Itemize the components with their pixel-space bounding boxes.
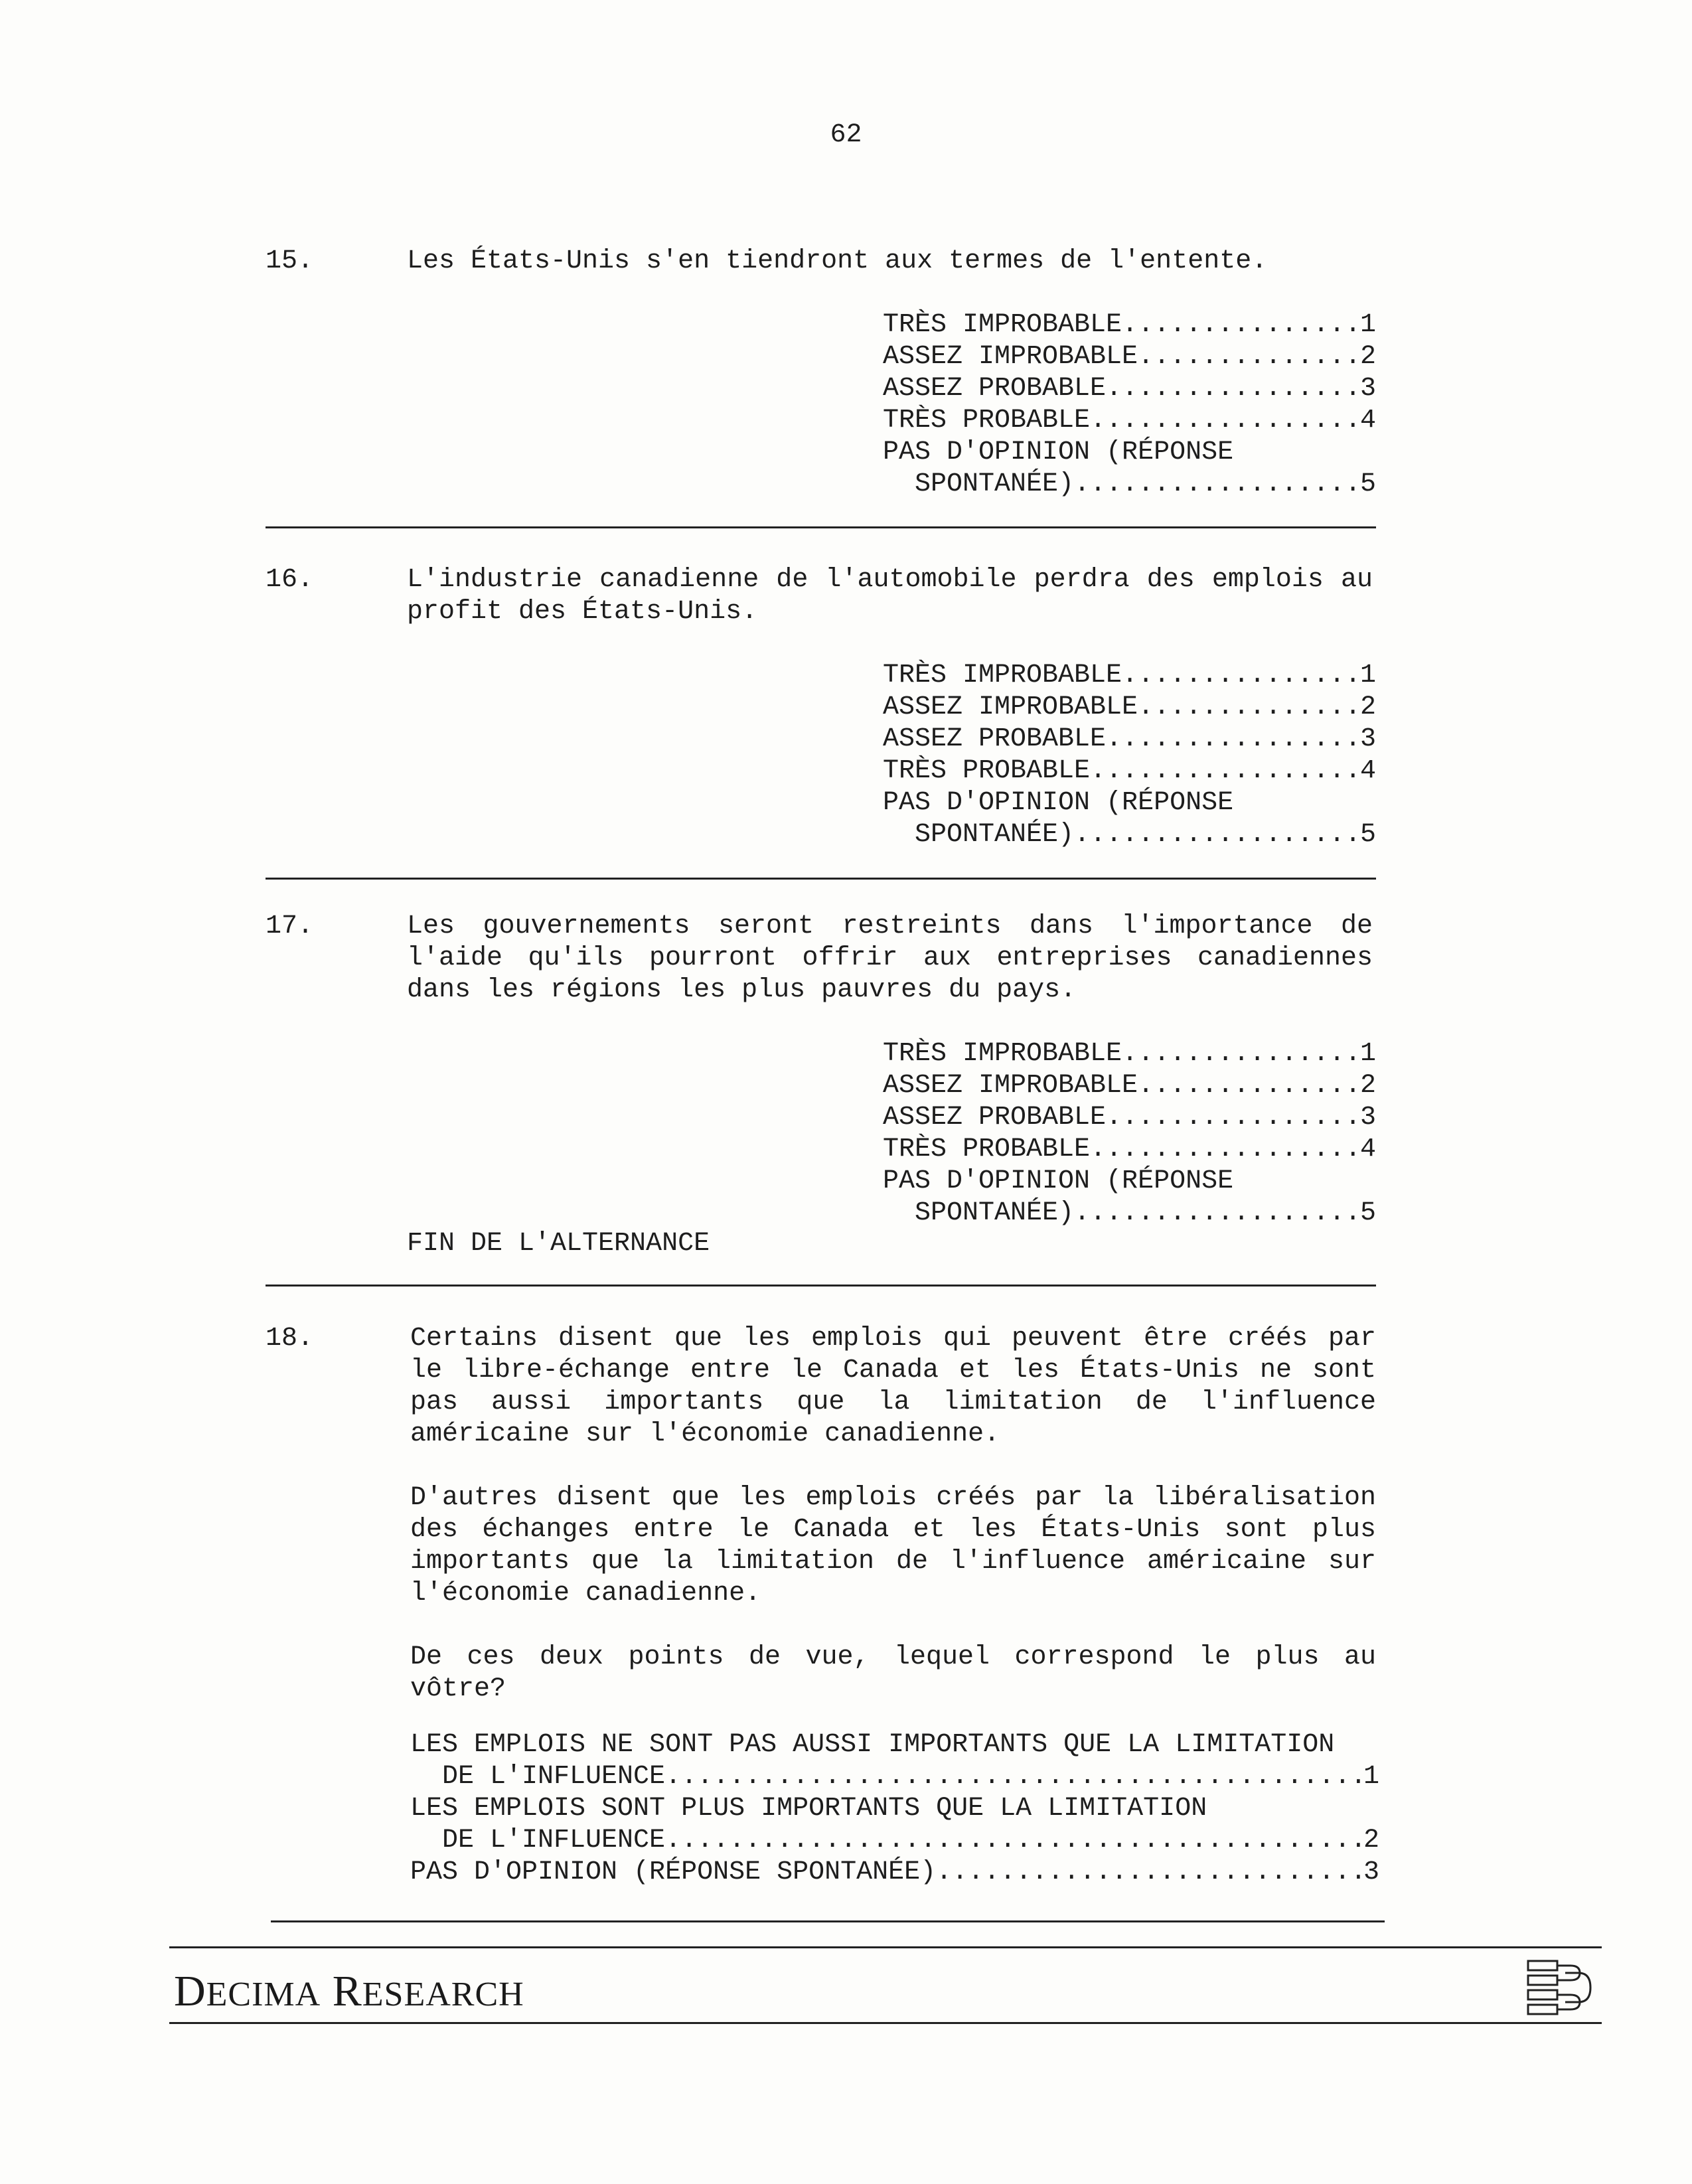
answer-option: TRÈS IMPROBABLE . . . 1 [883, 1038, 1376, 1070]
question-number: 15. [266, 246, 314, 276]
answer-option-label: PAS D'OPINION (RÉPONSE [883, 788, 1234, 818]
answer-option: SPONTANÉE) . . . 5 [883, 819, 1376, 851]
answer-option: ASSEZ IMPROBABLE . . . 2 [883, 692, 1376, 724]
section-note: FIN DE L'ALTERNANCE [407, 1229, 710, 1259]
brand-wordmark: DECIMA RESEARCH [174, 1967, 524, 2015]
answer-option: TRÈS PROBABLE . . . 4 [883, 405, 1376, 437]
answer-option: ASSEZ PROBABLE . . . 3 [883, 1102, 1376, 1134]
answer-option: ASSEZ IMPROBABLE . . . 2 [883, 341, 1376, 373]
answer-option: TRÈS IMPROBABLE . . . 1 [883, 660, 1376, 692]
answer-option: ASSEZ IMPROBABLE . . . 2 [883, 1070, 1376, 1102]
divider [266, 1285, 1376, 1287]
answer-option-label: LES EMPLOIS NE SONT PAS AUSSI IMPORTANTS QUE LA LIMITATION [410, 1730, 1335, 1760]
answer-option: SPONTANÉE) . . . 5 [883, 469, 1376, 501]
footer-bottom-rule [169, 2022, 1602, 2024]
question-text [410, 1323, 1376, 1737]
divider [266, 526, 1376, 528]
answer-option: SPONTANÉE) . . . 5 [883, 1198, 1376, 1229]
answer-options [883, 309, 1376, 501]
page-number: 62 [830, 120, 862, 150]
question-text: L'industrie canadienne de l'automobile perdra des emplois au profit des États-Unis. [407, 565, 1373, 627]
question-paragraph: D'autres disent que les emplois créés par la libéralisation des échanges entre le Canada et les États-Unis sont plus importants que la limitation de l'influence américaine sur l'économie canadienne. [410, 1483, 1376, 1608]
footer-top-rule [169, 1946, 1602, 1948]
answer-option: ASSEZ PROBABLE . . . 3 [883, 724, 1376, 755]
question-paragraph: De ces deux points de vue, lequel correspond le plus au vôtre? [410, 1642, 1376, 1704]
question-number: 17. [266, 911, 314, 941]
question-number: 16. [266, 565, 314, 595]
answer-options [410, 1729, 1379, 1889]
answer-option-label: LES EMPLOIS SONT PLUS IMPORTANTS QUE LA LIMITATION [410, 1794, 1207, 1824]
answer-option-label: PAS D'OPINION (RÉPONSE [883, 437, 1234, 467]
divider [271, 1920, 1385, 1922]
answer-option: PAS D'OPINION (RÉPONSE SPONTANÉE) . . . 3 [410, 1857, 1379, 1889]
question-text: Les États-Unis s'en tiendront aux termes de l'entente. [407, 246, 1268, 276]
decima-logo-icon [1527, 1958, 1593, 2018]
question-text: Les gouvernements seront restreints dans l'importance de l'aide qu'ils pourront offrir aux entreprises canadiennes dans les régions les plus pauvres du pays. [407, 911, 1373, 1005]
answer-option: TRÈS PROBABLE . . . 4 [883, 755, 1376, 787]
answer-option: TRÈS PROBABLE . . . 4 [883, 1134, 1376, 1166]
answer-option-label: PAS D'OPINION (RÉPONSE [883, 1166, 1234, 1196]
answer-options [883, 660, 1376, 851]
answer-option: DE L'INFLUENCE . . . 1 [410, 1761, 1379, 1793]
question-number: 18. [266, 1324, 314, 1354]
question-paragraph: Certains disent que les emplois qui peuvent être créés par le libre-échange entre le Canada et les États-Unis ne sont pas aussi importants que la limitation de l'influence américaine sur l'économie canadienne. [410, 1324, 1376, 1449]
divider [266, 878, 1376, 880]
answer-option: DE L'INFLUENCE . . . 2 [410, 1825, 1379, 1857]
answer-options [883, 1038, 1376, 1229]
answer-option: ASSEZ PROBABLE . . . 3 [883, 373, 1376, 405]
answer-option: TRÈS IMPROBABLE . . . 1 [883, 309, 1376, 341]
